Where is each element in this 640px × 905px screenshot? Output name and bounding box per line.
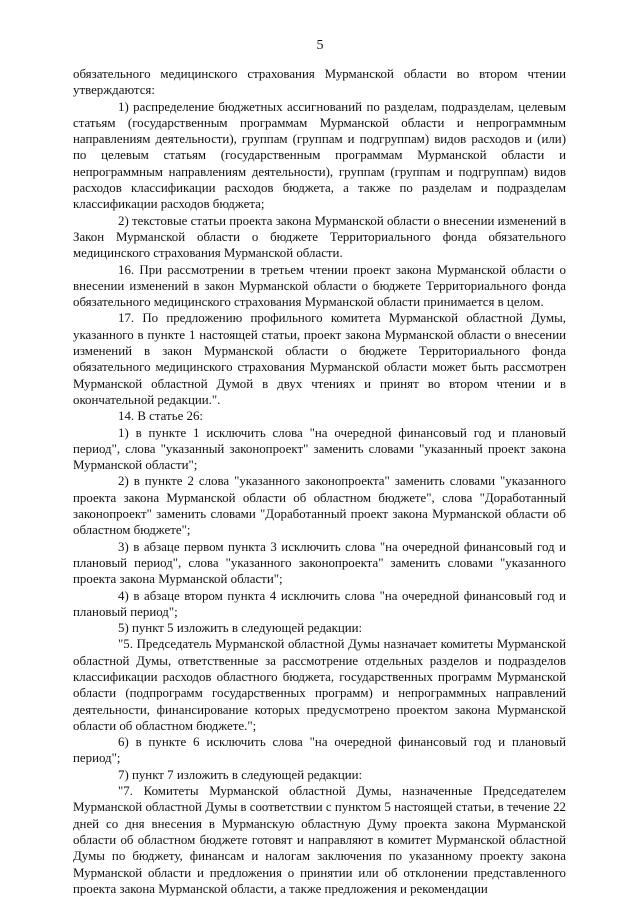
paragraph: 1) распределение бюджетных ассигнований по разделам, подразделам, целевым статьям (государственным программам Мурманской области и непрограммным направлениям деятельности), группам (группам и подгруппам) видов расходов и (или) по целевым статьям (государственным программам Мурманской области и непрограммным направлениям деятельности), группам (группам и подгруппам) видов расходов классификации расходов бюджета, а также по разделам и подразделам классификации расходов бюджета; (73, 99, 566, 212)
document-body (73, 66, 566, 897)
paragraph: обязательного медицинского страхования Мурманской области во втором чтении утверждаются: (73, 67, 566, 98)
paragraph: 2) в пункте 2 слова "указанного законопроекта" заменить словами "указанного проекта закона Мурманской области об областном бюджете", слова "Доработанный законопроект" заменить словами "Доработанный проект закона Мурманской области об областном бюджете"; (73, 474, 566, 538)
paragraph: 1) в пункте 1 исключить слова "на очередной финансовый год и плановый период", слова "указанный законопроект" заменить словами "указанный проект закона Мурманской области"; (73, 425, 566, 473)
paragraph: 5) пункт 5 изложить в следующей редакции: (118, 621, 363, 636)
paragraph: 14. В статье 26: (118, 409, 203, 424)
paragraph: 2) текстовые статьи проекта закона Мурманской области о внесении изменений в Закон Мурманской области о бюджете Территориального фонда обязательного медицинского страхования Мурманской области. (73, 213, 566, 261)
paragraph: 6) в пункте 6 исключить слова "на очередной финансовый год и плановый период"; (73, 735, 566, 766)
paragraph: 16. При рассмотрении в третьем чтении проект закона Мурманской области о внесении изменений в закон Мурманской области о бюджете Территориального фонда обязательного медицинского страхования Мурманской области принимается в целом. (73, 262, 566, 310)
paragraph: 17. По предложению профильного комитета Мурманской областной Думы, указанного в пункте 1 настоящей статьи, проект закона Мурманской области о внесении изменений в закон Мурманской области о бюджете Территориального фонда обязательного медицинского страхования Мурманской области может быть рассмотрен Мурманской областной Думой в двух чтениях и принят во втором чтении и в окончательной редакции.". (73, 311, 566, 407)
paragraph: 3) в абзаце первом пункта 3 исключить слова "на очередной финансовый год и плановый период", слова "указанного законопроекта" заменить словами "указанного проекта закона Мурманской области"; (73, 539, 566, 587)
paragraph: "7. Комитеты Мурманской областной Думы, назначенные Председателем Мурманской областной Думы в соответствии с пунктом 5 настоящей статьи, в течение 22 дней со дня внесения в Мурманскую областную Думу проекта закона Мурманской области об областном бюджете готовят и направляют в комитет Мурманской областной Думы по бюджету, финансам и налогам заключения по указанному проекту закона Мурманской области и предложения о принятии или об отклонении представленного проекта закона Мурманской области, а также предложения и рекомендации (73, 784, 566, 896)
paragraph: "5. Председатель Мурманской областной Думы назначает комитеты Мурманской областной Думы, ответственные за рассмотрение отдельных разделов и подразделов классификации расходов областного бюджета, государственных программ Мурманской области (подпрограмм государственных программ) и непрограммных направлений деятельности, финансирование которых предусмотрено проектом закона Мурманской области об областном бюджете."; (73, 637, 566, 733)
paragraph: 4) в абзаце втором пункта 4 исключить слова "на очередной финансовый год и плановый период"; (73, 588, 566, 619)
page-number: 5 (316, 38, 324, 53)
paragraph: 7) пункт 7 изложить в следующей редакции: (118, 767, 363, 782)
